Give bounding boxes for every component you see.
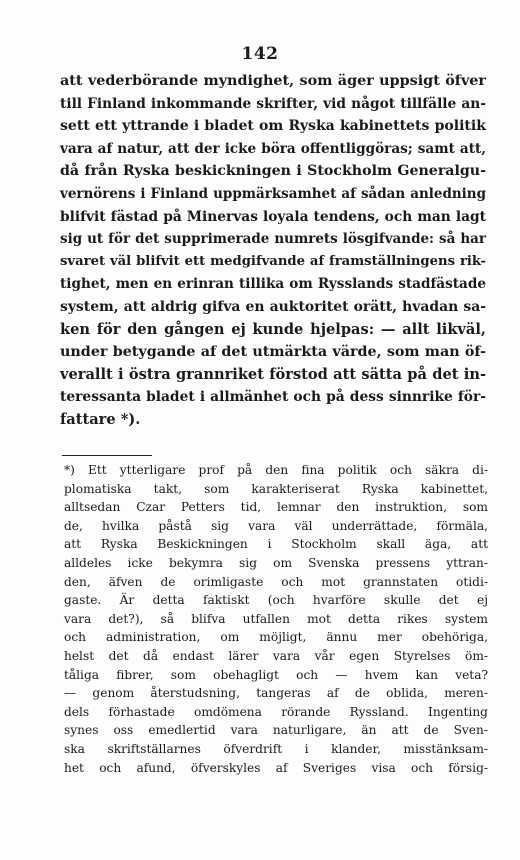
main-text-line: fattare *). bbox=[60, 410, 141, 428]
footnote-line: de, hvilka påstå sig vara väl underrättade, förmäla, bbox=[64, 518, 488, 533]
main-paragraph bbox=[60, 70, 486, 432]
main-text-line: svaret väl blifvit ett medgifvande af framställningens rik- bbox=[60, 253, 486, 269]
footnote-line: helst det då endast lärer vara vår egen Styrelses öm- bbox=[64, 648, 488, 663]
main-text-line: system, att aldrig gifva en auktoritet orätt, hvadan sa- bbox=[60, 298, 486, 315]
main-text-line: tighet, men en erinran tillika om Rysslands stadfästade bbox=[60, 276, 486, 293]
page-number: 142 bbox=[241, 44, 279, 64]
footnote-line: vara det?), så blifva utfallen mot detta rikes system bbox=[64, 611, 488, 626]
footnote-line: *) Ett ytterligare prof på den fina politik och säkra di- bbox=[64, 463, 488, 477]
footnote-line: den, äfven de orimligaste och mot grannstaten otidi- bbox=[64, 574, 488, 589]
footnote-line: — genom återstudsning, tangeras af de oblida, meren- bbox=[64, 686, 488, 701]
main-text-line: till Finland inkommande skrifter, vid något tillfälle an- bbox=[60, 95, 486, 112]
main-text-line: sett ett yttrande i bladet om Ryska kabinettets politik bbox=[60, 118, 486, 135]
main-text-line: verallt i östra grannriket förstod att sätta på det in- bbox=[60, 365, 486, 383]
footnote-line: att Ryska Beskickningen i Stockholm skall äga, att bbox=[64, 537, 488, 552]
footnote-line: ska skriftställarnes öfverdrift i klander, misstänksam- bbox=[64, 741, 488, 756]
main-text-line: att vederbörande myndighet, som äger uppsigt öfver bbox=[60, 73, 486, 89]
footnote-line: gaste. Är detta faktiskt (och hvarföre skulle det ej bbox=[64, 593, 488, 608]
footnote-line: och administration, om möjligt, ännu mer obehöriga, bbox=[64, 630, 488, 645]
main-text-line: vernörens i Finland uppmärksamhet af sådan anledning bbox=[60, 185, 486, 202]
footnote-line: plomatiska takt, som karakteriserat Ryska kabinettet, bbox=[64, 481, 488, 496]
main-text-line: sig ut för det supprimerade numrets lösgifvande: så har bbox=[60, 231, 486, 248]
footnote-line: het och afund, öfverskyles af Sveriges visa och försig- bbox=[64, 760, 488, 775]
main-text-line: ken för den gången ej kunde hjelpas: — allt likväl, bbox=[60, 320, 486, 338]
footnote-separator bbox=[62, 455, 152, 456]
footnote-line: alldeles icke bekymra sig om Svenska pressens yttran- bbox=[64, 555, 488, 570]
footnote-line: dels förhastade omdömena rörande Ryssland. Ingenting bbox=[64, 704, 488, 719]
main-text-line: teressanta bladet i allmänhet och på dess sinnrike för- bbox=[60, 389, 486, 406]
footnote-line: tåliga fibrer, som obehagligt och — hvem kan veta? bbox=[64, 667, 488, 682]
footnote-line: alltsedan Czar Petters tid, lemnar den instruktion, som bbox=[64, 500, 488, 515]
main-text-line: blifvit fästad på Minervas loyala tendens, och man lagt bbox=[60, 208, 486, 225]
footnote bbox=[64, 461, 488, 777]
main-text-line: under betygande af det utmärkta värde, som man öf- bbox=[60, 344, 486, 361]
main-text-line: då från Ryska beskickningen i Stockholm Generalgu- bbox=[60, 163, 486, 180]
main-text-line: vara af natur, att der icke böra offentliggöras; samt att, bbox=[60, 140, 486, 157]
footnote-line: synes oss emedlertid vara naturligare, än att de Sven- bbox=[64, 723, 488, 738]
